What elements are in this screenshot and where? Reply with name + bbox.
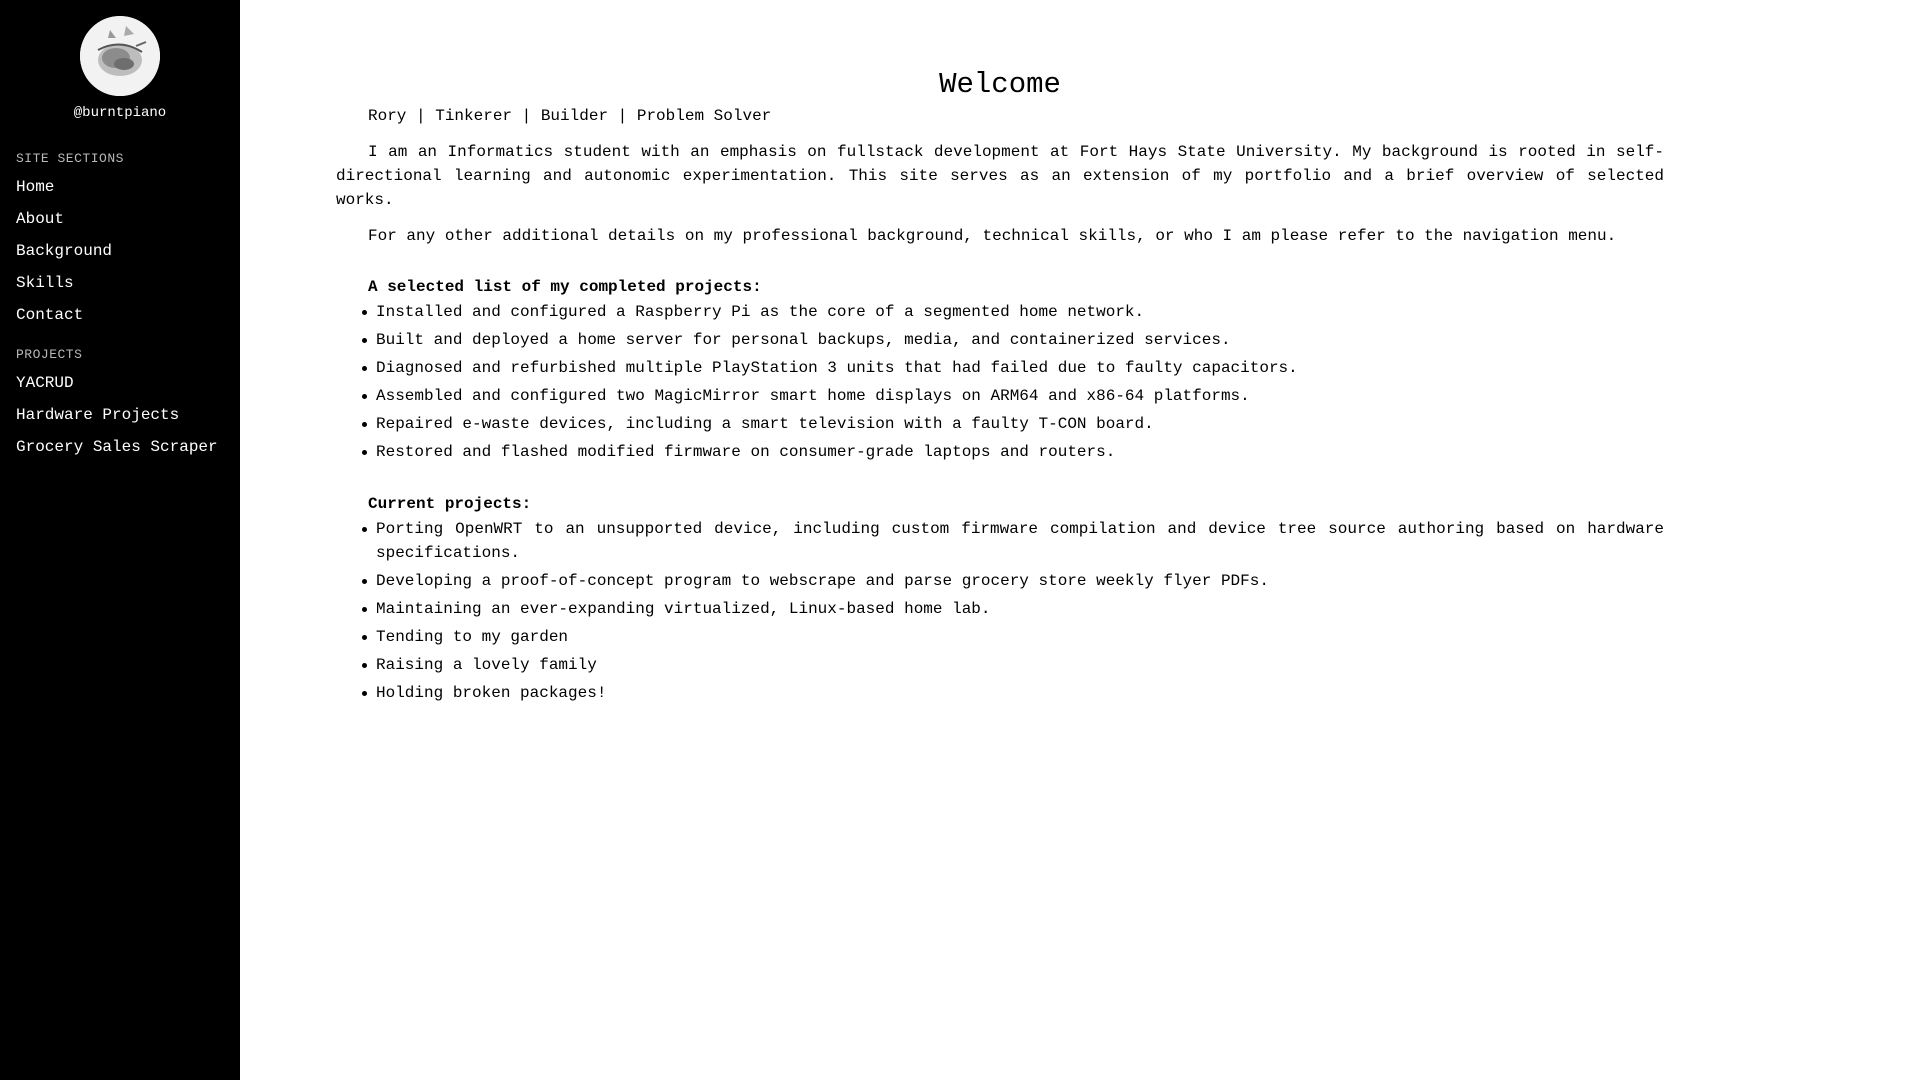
completed-projects-heading: A selected list of my completed projects: [368, 278, 762, 296]
nav-project-grocery-scraper[interactable]: Grocery Sales Scraper [16, 438, 218, 456]
nav-home[interactable]: Home [16, 178, 55, 196]
intro-paragraph: I am an Informatics student with an emphasis on fullstack development at Fort Hays State University. My background is rooted in self-directional learning and autonomic experimentation. This site serves as an extension of my portfolio and a brief overview of selected works. [336, 143, 1664, 209]
sidebar [0, 0, 240, 1080]
list-item: Repaired e-waste devices, including a smart television with a faulty T-CON board. [376, 412, 1664, 436]
tagline: Rory | Tinkerer | Builder | Problem Solver [368, 107, 772, 125]
page-title: Welcome [939, 68, 1061, 101]
list-item: Maintaining an ever-expanding virtualized, Linux-based home lab. [376, 597, 1664, 621]
nav-project-yacrud[interactable]: YACRUD [16, 374, 74, 392]
details-paragraph: For any other additional details on my professional background, technical skills, or who I am please refer to the navigation menu. [368, 227, 1617, 245]
completed-projects-list [376, 300, 1664, 468]
current-projects-heading: Current projects: [368, 495, 532, 513]
list-item: Restored and flashed modified firmware on consumer-grade laptops and routers. [376, 440, 1664, 464]
site-sections-label: SITE SECTIONS [16, 151, 124, 166]
list-item: Porting OpenWRT to an unsupported device, including custom firmware compilation and device tree source authoring based on hardware specifications. [376, 517, 1664, 565]
nav-contact[interactable]: Contact [16, 306, 84, 324]
list-item: Raising a lovely family [376, 653, 1664, 677]
current-projects-list [376, 517, 1664, 709]
nav-background[interactable]: Background [16, 242, 113, 260]
avatar[interactable] [80, 16, 160, 96]
nav-project-hardware[interactable]: Hardware Projects [16, 406, 180, 424]
username-handle: @burntpiano [73, 105, 167, 121]
list-item: Assembled and configured two MagicMirror smart home displays on ARM64 and x86-64 platforms. [376, 384, 1664, 408]
list-item: Tending to my garden [376, 625, 1664, 649]
list-item: Built and deployed a home server for personal backups, media, and containerized services. [376, 328, 1664, 352]
nav-about[interactable]: About [16, 210, 65, 228]
list-item: Developing a proof-of-concept program to webscrape and parse grocery store weekly flyer PDFs. [376, 569, 1664, 593]
projects-label: PROJECTS [16, 347, 83, 362]
avatar-image [80, 16, 160, 96]
list-item: Diagnosed and refurbished multiple PlayStation 3 units that had failed due to faulty capacitors. [376, 356, 1664, 380]
list-item: Holding broken packages! [376, 681, 1664, 705]
nav-skills[interactable]: Skills [16, 274, 74, 292]
list-item: Installed and configured a Raspberry Pi as the core of a segmented home network. [376, 300, 1664, 324]
